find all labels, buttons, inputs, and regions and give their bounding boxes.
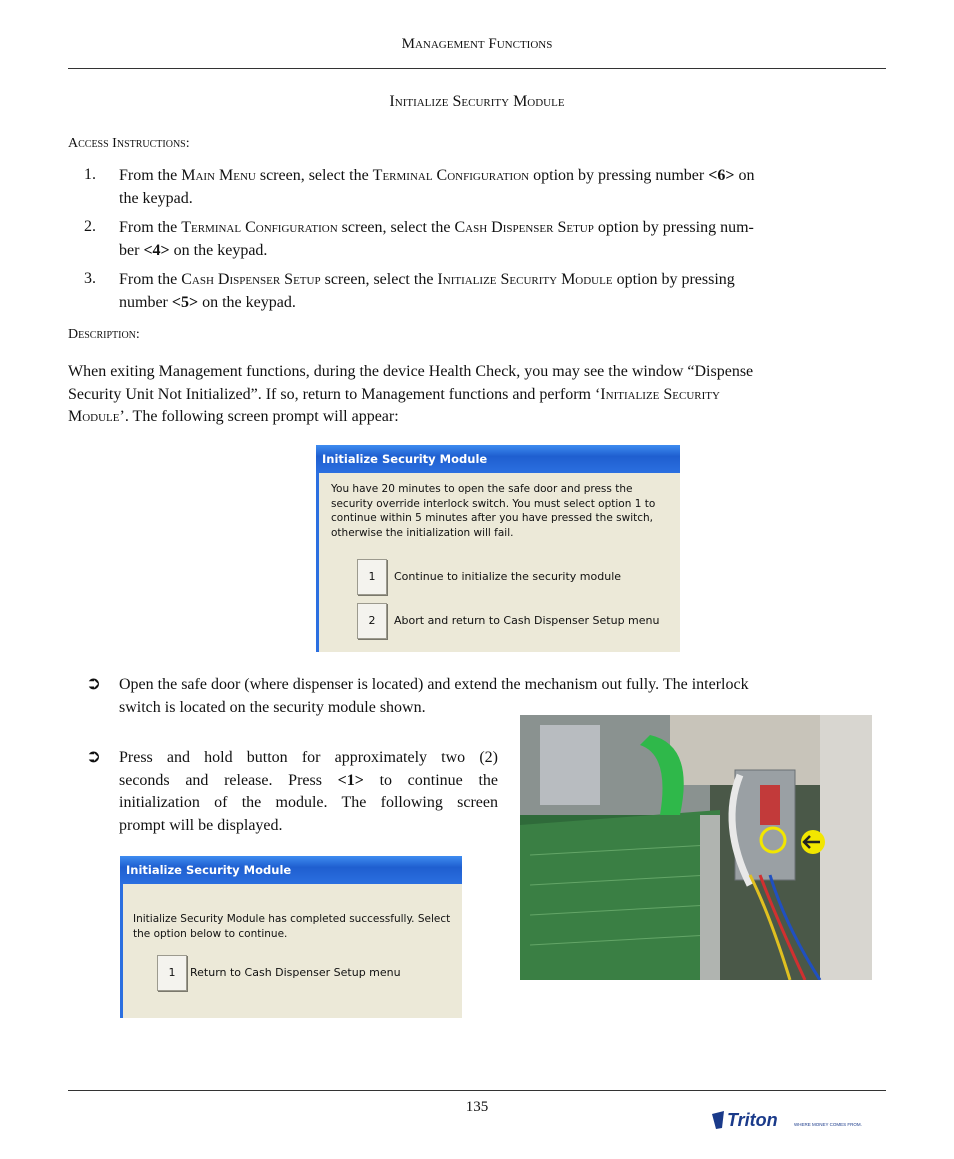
bullet-text: Open the safe door (where dispenser is located) and extend the mechanism out fully. The interlock switch is located on the security module shown.: [119, 676, 749, 716]
initialize-complete-dialog: [120, 856, 462, 1018]
running-header: Management Functions: [401, 36, 553, 52]
step-number: 3.: [84, 270, 96, 287]
bullet-arrow-icon: ➲: [86, 673, 102, 693]
security-module-photo: [520, 715, 872, 980]
initialize-security-dialog: [316, 445, 680, 652]
svg-text:WHERE MONEY COMES FROM.: WHERE MONEY COMES FROM.: [794, 1122, 862, 1127]
bullet-arrow-icon: ➲: [86, 746, 102, 766]
option-1-label: Continue to initialize the security module: [394, 570, 622, 583]
header-rule: [68, 68, 886, 69]
triton-logo: [710, 1108, 880, 1137]
description-label: Description:: [68, 327, 140, 342]
bullet-text: Press and hold button for approximately two (2) seconds and release. Press <1> to continue the initialization of the module. The following screen prompt will be displayed.: [119, 749, 498, 834]
dialog-title: Initialize Security Module: [120, 856, 462, 884]
footer-rule: [68, 1090, 886, 1091]
return-button[interactable]: 1: [157, 955, 187, 991]
step-number: 1.: [84, 166, 96, 183]
step-text: From the Main Menu screen, select the Terminal Configuration option by pressing number <6> on the keypad.: [119, 167, 755, 207]
step-number: 2.: [84, 218, 96, 235]
option-2-label: Abort and return to Cash Dispenser Setup menu: [394, 614, 660, 627]
option-2-button[interactable]: 2: [357, 603, 387, 639]
description-paragraph: When exiting Management functions, during the device Health Check, you may see the window “Dispense Security Unit Not Initialized”. If so, return to Management functions and perform ‘Initialize Security Module’. The following screen prompt will appear:: [68, 363, 754, 425]
section-title: Initialize Security Module: [389, 93, 565, 110]
option-1-button[interactable]: 1: [357, 559, 387, 595]
return-label: Return to Cash Dispenser Setup menu: [190, 966, 401, 979]
dialog-message: Initialize Security Module has completed successfully. Select the option below to continue.: [133, 913, 451, 940]
step-text: From the Cash Dispenser Setup screen, select the Initialize Security Module option by pressing number <5> on the keypad.: [119, 271, 735, 311]
svg-text:Triton: Triton: [727, 1110, 778, 1130]
dialog-message: You have 20 minutes to open the safe door and press the security override interlock switch. You must select option 1 to continue within 5 minutes after you have pressed the switch, otherwise the initialization will fail.: [331, 483, 656, 539]
dialog-title: Initialize Security Module: [316, 445, 680, 473]
access-instructions-label: Access Instructions:: [68, 136, 190, 151]
step-text: From the Terminal Configuration screen, select the Cash Dispenser Setup option by pressing num- ber <4> on the keypad.: [119, 219, 754, 259]
page-number: 135: [465, 1099, 489, 1115]
